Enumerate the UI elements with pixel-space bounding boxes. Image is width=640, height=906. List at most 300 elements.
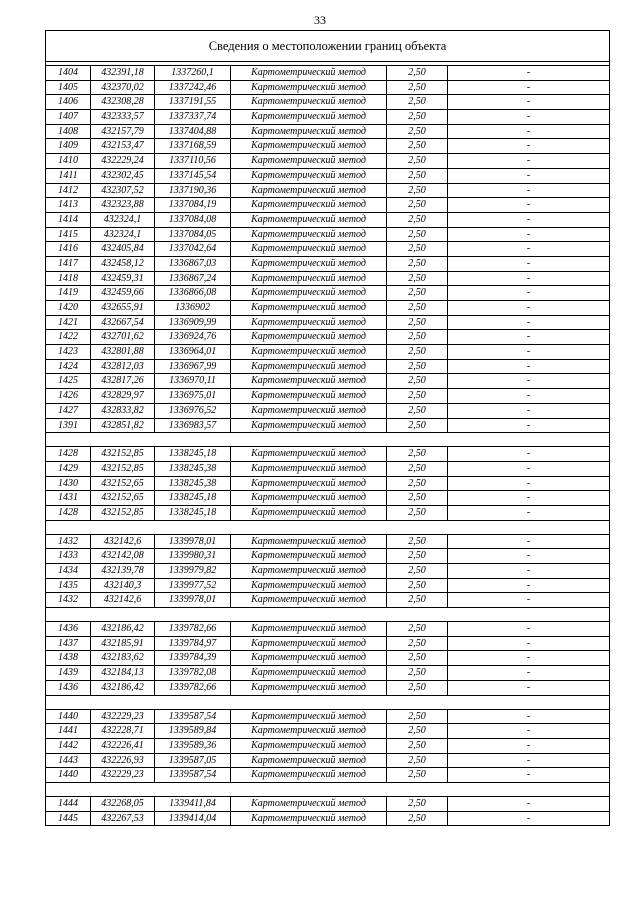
table-cell: Картометрический метод <box>231 301 387 315</box>
table-cell: 1337110,56 <box>155 154 231 168</box>
table-row <box>46 535 609 550</box>
table-cell: - <box>526 623 531 635</box>
table-cell: Картометрический метод <box>231 549 387 563</box>
table-cell: 432152,85 <box>91 506 155 520</box>
table-cell: 1338245,38 <box>155 462 231 476</box>
table-cell: 1443 <box>46 754 91 768</box>
group-separator <box>46 521 609 535</box>
table-cell: 432307,52 <box>91 184 155 198</box>
table-cell: - <box>526 535 531 547</box>
table-row <box>46 316 609 331</box>
table-row <box>46 110 609 125</box>
table-cell: 2,50 <box>387 579 448 593</box>
table-cell: Картометрический метод <box>231 739 387 753</box>
table-cell: 2,50 <box>387 739 448 753</box>
table-cell: 432302,45 <box>91 169 155 183</box>
table-cell: 432226,93 <box>91 754 155 768</box>
table-cell: Картометрический метод <box>231 637 387 651</box>
table-row <box>46 768 609 783</box>
table-cell: - <box>526 667 531 679</box>
table-row <box>46 739 609 754</box>
table-cell: 1339782,66 <box>155 681 231 695</box>
table-row <box>46 242 609 257</box>
table-row <box>46 812 609 827</box>
table-cell: 1336964,01 <box>155 345 231 359</box>
table-cell: Картометрический метод <box>231 272 387 286</box>
table-cell: Картометрический метод <box>231 419 387 433</box>
table-row <box>46 622 609 637</box>
table-cell: 432152,65 <box>91 491 155 505</box>
table-cell: 1445 <box>46 812 91 826</box>
table-cell: 432229,24 <box>91 154 155 168</box>
table-cell: 1418 <box>46 272 91 286</box>
table-cell: 1439 <box>46 666 91 680</box>
table-row <box>46 593 609 608</box>
table-cell: 1432 <box>46 593 91 607</box>
table-cell: 432229,23 <box>91 710 155 724</box>
table-cell: 1420 <box>46 301 91 315</box>
table-cell: Картометрический метод <box>231 681 387 695</box>
table-cell: 1339978,01 <box>155 593 231 607</box>
table-cell: Картометрический метод <box>231 651 387 665</box>
table-row <box>46 462 609 477</box>
table-row <box>46 389 609 404</box>
table-cell: Картометрический метод <box>231 66 387 80</box>
table-cell: 1416 <box>46 242 91 256</box>
table-cell: 2,50 <box>387 506 448 520</box>
table-cell: 1338245,38 <box>155 477 231 491</box>
table-cell: 1415 <box>46 228 91 242</box>
table-cell: 1337084,08 <box>155 213 231 227</box>
table-cell: 432829,97 <box>91 389 155 403</box>
table-row <box>46 754 609 769</box>
table-cell: 2,50 <box>387 564 448 578</box>
table-cell: Картометрический метод <box>231 81 387 95</box>
table-cell: 1407 <box>46 110 91 124</box>
table-row <box>46 666 609 681</box>
table-cell: Картометрический метод <box>231 404 387 418</box>
table-cell: 2,50 <box>387 81 448 95</box>
table-cell: 432405,84 <box>91 242 155 256</box>
table-cell: 1441 <box>46 724 91 738</box>
table-cell: 1339980,31 <box>155 549 231 563</box>
table-cell: 1419 <box>46 286 91 300</box>
table-cell: 432667,54 <box>91 316 155 330</box>
table-cell: - <box>526 681 531 693</box>
table-cell: 432183,62 <box>91 651 155 665</box>
table-cell: 1436 <box>46 622 91 636</box>
table-cell: 432308,28 <box>91 95 155 109</box>
table-cell: 432459,66 <box>91 286 155 300</box>
table-cell: 2,50 <box>387 681 448 695</box>
table-cell: - <box>526 302 531 313</box>
table-cell: - <box>526 184 531 196</box>
table-cell: 1440 <box>46 710 91 724</box>
table-cell: - <box>526 506 531 518</box>
table-cell: 432152,65 <box>91 477 155 491</box>
table-cell: 2,50 <box>387 477 448 491</box>
table-row <box>46 637 609 652</box>
boundary-table <box>45 30 610 826</box>
table-cell: 432267,53 <box>91 812 155 826</box>
table-row <box>46 95 609 110</box>
table-cell: 1336909,99 <box>155 316 231 330</box>
table-cell: Картометрический метод <box>231 564 387 578</box>
table-cell: 2,50 <box>387 797 448 811</box>
table-cell: 2,50 <box>387 66 448 80</box>
table-cell: 432142,6 <box>91 535 155 549</box>
table-cell: - <box>526 346 531 358</box>
table-cell: Картометрический метод <box>231 110 387 124</box>
table-cell: 1431 <box>46 491 91 505</box>
table-cell: 1336983,57 <box>155 419 231 433</box>
table-cell: Картометрический метод <box>231 330 387 344</box>
table-cell: 1339411,84 <box>155 797 231 811</box>
table-cell: 2,50 <box>387 754 448 768</box>
table-cell: 1429 <box>46 462 91 476</box>
table-cell: 2,50 <box>387 198 448 212</box>
group-separator <box>46 783 609 797</box>
table-cell: 1391 <box>46 419 91 433</box>
table-cell: 1411 <box>46 169 91 183</box>
table-cell: 432139,78 <box>91 564 155 578</box>
table-cell: 1444 <box>46 797 91 811</box>
table-cell: 2,50 <box>387 95 448 109</box>
table-cell: - <box>526 725 531 737</box>
table-cell: - <box>526 769 531 781</box>
table-cell: - <box>526 404 531 416</box>
table-row <box>46 81 609 96</box>
table-cell: Картометрический метод <box>231 184 387 198</box>
table-cell: 1336867,03 <box>155 257 231 271</box>
table-row <box>46 213 609 228</box>
table-cell: - <box>526 213 531 225</box>
table-cell: 2,50 <box>387 125 448 139</box>
table-cell: 432228,71 <box>91 724 155 738</box>
table-cell: 1337042,64 <box>155 242 231 256</box>
table-cell: 432324,1 <box>91 213 155 227</box>
table-cell: 1338245,18 <box>155 447 231 461</box>
table-cell: 1339978,01 <box>155 535 231 549</box>
table-cell: 2,50 <box>387 242 448 256</box>
table-cell: - <box>526 637 531 649</box>
table-cell: 432226,41 <box>91 739 155 753</box>
table-cell: - <box>526 111 531 123</box>
table-cell: 2,50 <box>387 228 448 242</box>
table-cell: 1428 <box>46 447 91 461</box>
table-cell: 1339782,08 <box>155 666 231 680</box>
table-cell: 1412 <box>46 184 91 198</box>
table-cell: - <box>526 594 531 606</box>
table-cell: 1423 <box>46 345 91 359</box>
table-cell: 432801,88 <box>91 345 155 359</box>
table-cell: Картометрический метод <box>231 257 387 271</box>
table-cell: 1417 <box>46 257 91 271</box>
table-cell: - <box>526 81 531 93</box>
table-row <box>46 404 609 419</box>
table-cell: 432655,91 <box>91 301 155 315</box>
table-cell: 1339414,04 <box>155 812 231 826</box>
table-row <box>46 419 609 434</box>
table-row <box>46 374 609 389</box>
table-cell: 1339977,52 <box>155 579 231 593</box>
table-cell: 432459,31 <box>91 272 155 286</box>
table-cell: 1336867,24 <box>155 272 231 286</box>
table-row <box>46 257 609 272</box>
table-cell: 2,50 <box>387 768 448 782</box>
table-cell: Картометрический метод <box>231 768 387 782</box>
page-number: 33 <box>314 13 326 27</box>
table-row <box>46 198 609 213</box>
table-cell: Картометрический метод <box>231 710 387 724</box>
table-row <box>46 491 609 506</box>
table-cell: 1413 <box>46 198 91 212</box>
table-cell: Картометрический метод <box>231 797 387 811</box>
table-cell: - <box>526 125 531 137</box>
table-cell: 1337084,05 <box>155 228 231 242</box>
table-row <box>46 710 609 725</box>
table-cell: 2,50 <box>387 286 448 300</box>
table-cell: 1337191,55 <box>155 95 231 109</box>
table-row <box>46 549 609 564</box>
table-cell: 1404 <box>46 66 91 80</box>
table-cell: Картометрический метод <box>231 242 387 256</box>
table-cell: Картометрический метод <box>231 622 387 636</box>
table-cell: 1405 <box>46 81 91 95</box>
table-cell: - <box>526 477 531 489</box>
table-cell: 1337242,46 <box>155 81 231 95</box>
table-cell: 2,50 <box>387 724 448 738</box>
table-cell: 1414 <box>46 213 91 227</box>
table-cell: 432391,18 <box>91 66 155 80</box>
table-row <box>46 579 609 594</box>
table-cell: 2,50 <box>387 447 448 461</box>
table-cell: 1336866,08 <box>155 286 231 300</box>
table-cell: 2,50 <box>387 257 448 271</box>
table-cell: 2,50 <box>387 666 448 680</box>
table-cell: 1421 <box>46 316 91 330</box>
table-cell: 1336967,99 <box>155 360 231 374</box>
table-cell: 1438 <box>46 651 91 665</box>
table-cell: 432458,12 <box>91 257 155 271</box>
table-cell: Картометрический метод <box>231 477 387 491</box>
table-cell: 2,50 <box>387 404 448 418</box>
table-cell: 1437 <box>46 637 91 651</box>
table-cell: 1336924,76 <box>155 330 231 344</box>
table-cell: 432186,42 <box>91 681 155 695</box>
table-cell: - <box>526 710 531 722</box>
table-cell: 1432 <box>46 535 91 549</box>
table-cell: 1424 <box>46 360 91 374</box>
table-cell: 432152,85 <box>91 447 155 461</box>
table-cell: 432186,42 <box>91 622 155 636</box>
table-cell: Картометрический метод <box>231 154 387 168</box>
table-cell: - <box>526 228 531 240</box>
table-cell: 432184,13 <box>91 666 155 680</box>
table-cell: - <box>526 812 531 824</box>
table-row <box>46 125 609 140</box>
table-cell: - <box>526 448 531 460</box>
table-cell: - <box>526 579 531 591</box>
table-row <box>46 797 609 812</box>
table-cell: - <box>526 462 531 474</box>
table-cell: 1339979,82 <box>155 564 231 578</box>
table-cell: - <box>526 287 531 299</box>
table-cell: 1336975,01 <box>155 389 231 403</box>
table-cell: 432142,08 <box>91 549 155 563</box>
table-cell: 432812,03 <box>91 360 155 374</box>
table-row <box>46 169 609 184</box>
table-row <box>46 228 609 243</box>
table-cell: 432324,1 <box>91 228 155 242</box>
table-cell: - <box>526 96 531 108</box>
table-cell: 1428 <box>46 506 91 520</box>
table-cell: Картометрический метод <box>231 139 387 153</box>
table-cell: 2,50 <box>387 419 448 433</box>
table-cell: 1337145,54 <box>155 169 231 183</box>
table-row <box>46 345 609 360</box>
table-cell: 1426 <box>46 389 91 403</box>
table-cell: - <box>526 754 531 766</box>
table-row <box>46 477 609 492</box>
table-cell: 1430 <box>46 477 91 491</box>
table-cell: Картометрический метод <box>231 389 387 403</box>
table-cell: 2,50 <box>387 316 448 330</box>
table-cell: 1422 <box>46 330 91 344</box>
table-cell: 2,50 <box>387 389 448 403</box>
table-cell: - <box>526 199 531 211</box>
table-row <box>46 286 609 301</box>
table-cell: 1336970,11 <box>155 374 231 388</box>
table-cell: 1337084,19 <box>155 198 231 212</box>
table-cell: - <box>526 419 531 431</box>
table-cell: 1425 <box>46 374 91 388</box>
table-row <box>46 681 609 696</box>
table-row <box>46 724 609 739</box>
table-cell: 1409 <box>46 139 91 153</box>
table-cell: 1339589,84 <box>155 724 231 738</box>
table-cell: 1339587,05 <box>155 754 231 768</box>
table-cell: 1337168,59 <box>155 139 231 153</box>
table-body <box>46 62 609 826</box>
table-cell: - <box>526 360 531 372</box>
table-cell: 2,50 <box>387 374 448 388</box>
table-cell: 1337404,88 <box>155 125 231 139</box>
table-cell: - <box>526 565 531 576</box>
table-cell: 2,50 <box>387 549 448 563</box>
table-cell: 1337337,74 <box>155 110 231 124</box>
table-cell: Картометрический метод <box>231 579 387 593</box>
table-cell: 2,50 <box>387 139 448 153</box>
table-cell: 432323,88 <box>91 198 155 212</box>
table-cell: 432157,79 <box>91 125 155 139</box>
table-cell: 1338245,18 <box>155 506 231 520</box>
table-cell: 1339782,66 <box>155 622 231 636</box>
table-cell: 1406 <box>46 95 91 109</box>
table-cell: 1338245,18 <box>155 491 231 505</box>
table-cell: Картометрический метод <box>231 360 387 374</box>
table-cell: 432152,85 <box>91 462 155 476</box>
table-cell: 2,50 <box>387 462 448 476</box>
table-row <box>46 564 609 579</box>
table-cell: 2,50 <box>387 812 448 826</box>
table-cell: 2,50 <box>387 213 448 227</box>
table-cell: - <box>526 67 531 78</box>
table-cell: - <box>526 797 531 809</box>
table-row <box>46 301 609 316</box>
table-cell: Картометрический метод <box>231 506 387 520</box>
table-cell: 1339587,54 <box>155 768 231 782</box>
table-cell: - <box>526 316 531 328</box>
table-cell: 2,50 <box>387 360 448 374</box>
table-cell: 1408 <box>46 125 91 139</box>
table-cell: Картометрический метод <box>231 228 387 242</box>
table-cell: 432153,47 <box>91 139 155 153</box>
table-cell: 2,50 <box>387 593 448 607</box>
table-cell: - <box>526 140 531 152</box>
table-cell: Картометрический метод <box>231 345 387 359</box>
table-cell: 1410 <box>46 154 91 168</box>
table-cell: 432370,02 <box>91 81 155 95</box>
table-cell: 1337190,36 <box>155 184 231 198</box>
table-cell: 1435 <box>46 579 91 593</box>
table-cell: Картометрический метод <box>231 198 387 212</box>
table-cell: Картометрический метод <box>231 316 387 330</box>
table-cell: - <box>526 155 531 167</box>
table-row <box>46 184 609 199</box>
table-cell: 2,50 <box>387 491 448 505</box>
table-cell: 1336976,52 <box>155 404 231 418</box>
table-cell: - <box>526 272 531 284</box>
table-cell: - <box>526 739 531 751</box>
table-cell: 432333,57 <box>91 110 155 124</box>
table-cell: - <box>526 375 531 387</box>
table-cell: 2,50 <box>387 535 448 549</box>
table-cell: 1433 <box>46 549 91 563</box>
table-cell: Картометрический метод <box>231 462 387 476</box>
table-cell: Картометрический метод <box>231 95 387 109</box>
table-cell: Картометрический метод <box>231 724 387 738</box>
table-cell: - <box>526 331 531 343</box>
table-cell: 432140,3 <box>91 579 155 593</box>
table-cell: 1434 <box>46 564 91 578</box>
table-cell: Картометрический метод <box>231 169 387 183</box>
table-cell: 2,50 <box>387 651 448 665</box>
table-cell: 2,50 <box>387 169 448 183</box>
table-cell: Картометрический метод <box>231 213 387 227</box>
table-cell: - <box>526 169 531 181</box>
table-cell: 432851,82 <box>91 419 155 433</box>
table-cell: Картометрический метод <box>231 374 387 388</box>
table-cell: 432701,62 <box>91 330 155 344</box>
table-cell: Картометрический метод <box>231 286 387 300</box>
table-cell: 432185,91 <box>91 637 155 651</box>
table-row <box>46 506 609 521</box>
table-cell: 2,50 <box>387 184 448 198</box>
table-cell: - <box>526 390 531 402</box>
table-cell: - <box>526 550 531 562</box>
group-separator <box>46 433 609 447</box>
table-row <box>46 447 609 462</box>
table-cell: Картометрический метод <box>231 593 387 607</box>
table-row <box>46 272 609 287</box>
table-cell: - <box>526 492 531 504</box>
table-cell: Картометрический метод <box>231 447 387 461</box>
table-cell: 1339784,97 <box>155 637 231 651</box>
table-cell: 432142,6 <box>91 593 155 607</box>
table-cell: 2,50 <box>387 272 448 286</box>
table-row <box>46 154 609 169</box>
